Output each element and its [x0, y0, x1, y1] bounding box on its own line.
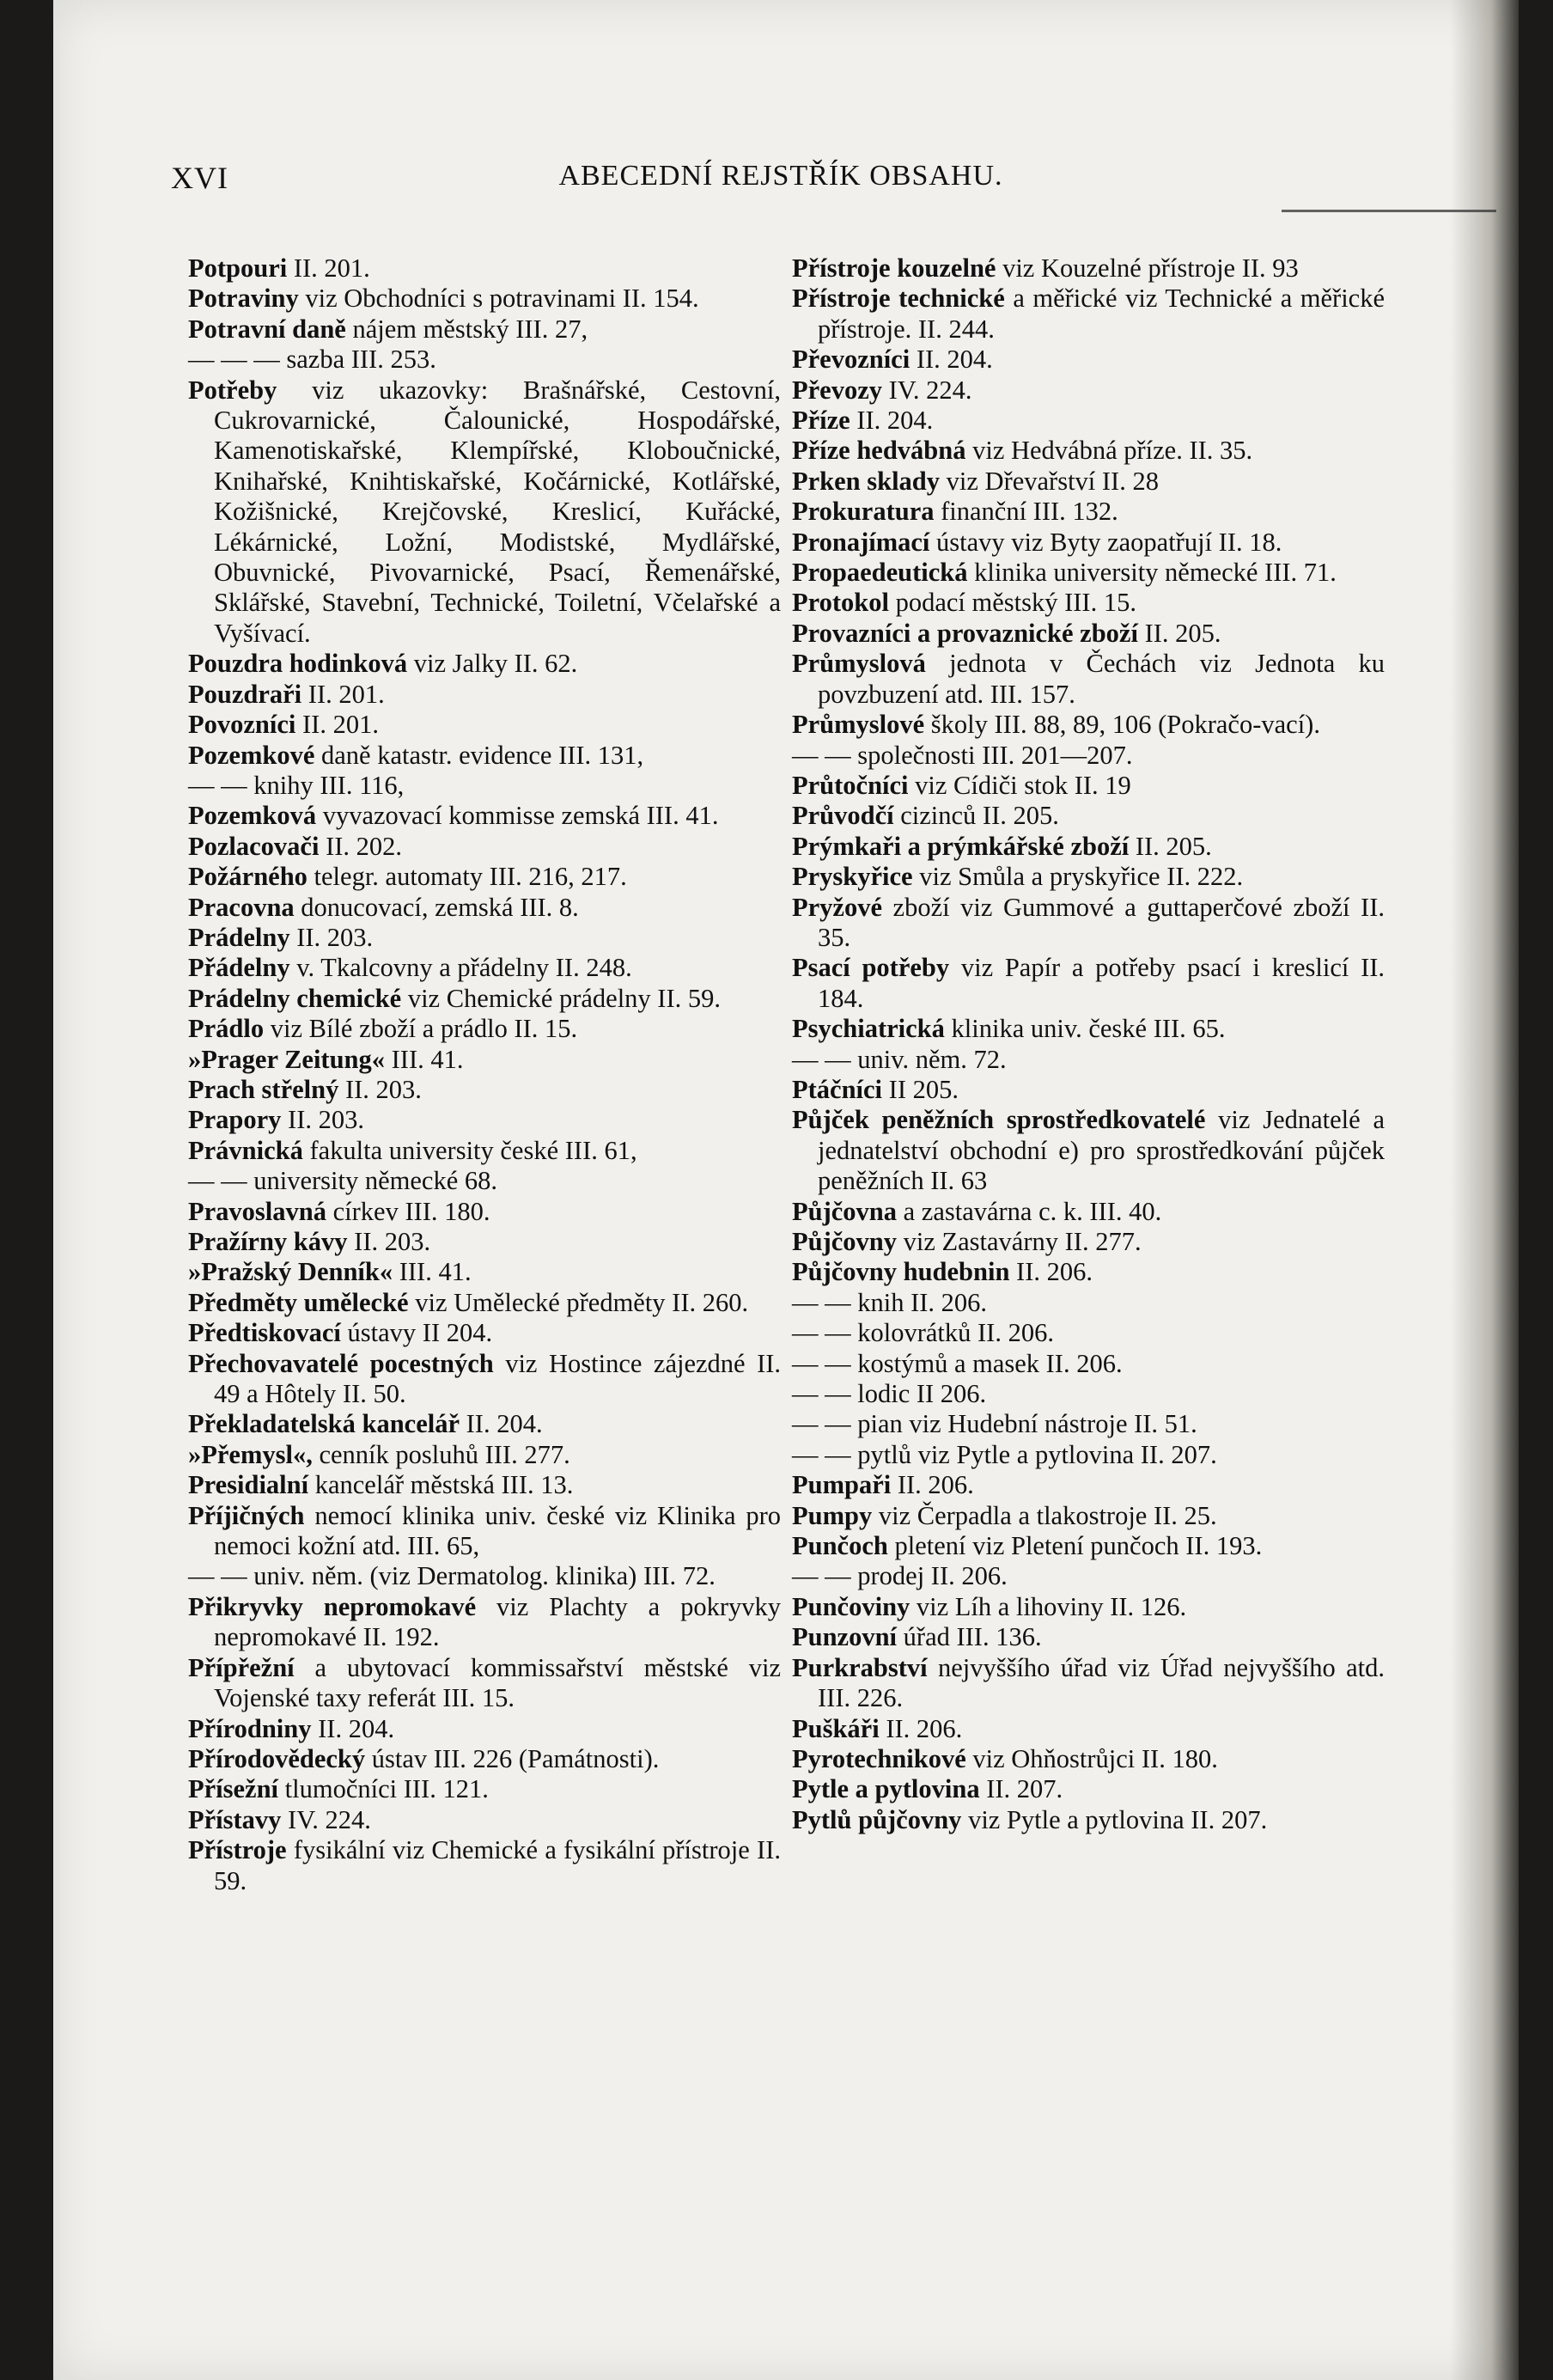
entry-heading: Punčoch	[792, 1531, 888, 1561]
entry-heading: Přikryvky nepromokavé	[188, 1591, 477, 1621]
index-entry	[188, 1014, 781, 1044]
entry-text: úřad III. 136.	[897, 1622, 1042, 1652]
entry-text: a zastavárna c. k. III. 40.	[897, 1196, 1162, 1226]
entry-heading: »Přemysl«,	[188, 1439, 313, 1469]
index-column-left	[188, 253, 781, 1896]
entry-heading: Průtočníci	[792, 770, 909, 800]
index-entry	[792, 832, 1385, 862]
entry-text: nemocí klinika univ. české viz Klinika pro nemoci kožní atd. III. 65,	[214, 1500, 781, 1561]
entry-heading: Příze	[792, 406, 850, 436]
entry-heading: »Prager Zeitung«	[188, 1044, 386, 1074]
entry-heading: Převozy	[792, 375, 882, 405]
index-entry	[792, 406, 1385, 436]
entry-heading: Pražírny kávy	[188, 1227, 348, 1256]
entry-heading: Předměty umělecké	[188, 1287, 409, 1317]
entry-text: viz Hedvábná příze. II. 35.	[965, 436, 1253, 466]
entry-heading: Půjčovna	[792, 1196, 897, 1226]
entry-heading: Pronajímací	[792, 527, 930, 557]
index-entry	[792, 558, 1385, 588]
index-entry	[792, 1257, 1385, 1287]
index-entry	[188, 1166, 781, 1196]
index-entry	[792, 467, 1385, 497]
entry-text: — — společnosti III. 201—207.	[792, 740, 1133, 770]
entry-text: II. 205.	[1129, 831, 1212, 861]
index-entry	[792, 1714, 1385, 1744]
index-entry	[188, 1561, 781, 1591]
entry-heading: Pouzdra hodinková	[188, 649, 408, 679]
entry-text: III. 41.	[393, 1257, 472, 1287]
index-entry	[792, 1318, 1385, 1348]
entry-text: fysikální viz Chemické a fysikální přístroje II. 59.	[214, 1835, 781, 1895]
index-entry	[188, 893, 781, 923]
entry-heading: Presidialní	[188, 1470, 309, 1500]
entry-text: viz Líh a lihoviny II. 126.	[910, 1591, 1187, 1621]
entry-text: II 205.	[882, 1074, 959, 1104]
entry-heading: Psychiatrická	[792, 1014, 945, 1044]
index-entry	[188, 1197, 781, 1227]
index-column-right	[792, 253, 1385, 1835]
entry-heading: Přístavy	[188, 1804, 282, 1834]
entry-heading: Potravní daně	[188, 314, 346, 344]
entry-text: II. 203.	[289, 922, 374, 952]
page-spine-shadow	[1450, 0, 1519, 2380]
entry-text: — — prodej II. 206.	[792, 1561, 1008, 1591]
index-entry	[792, 801, 1385, 831]
index-entry	[188, 953, 781, 983]
entry-text: viz Jednatelé a jednatelství obchodní e) pro sprostředkování půjček peněžních II. 63	[818, 1105, 1386, 1196]
entry-heading: Přístroje kouzelné	[792, 253, 996, 283]
page-title: ABECEDNÍ REJSTŘÍK OBSAHU.	[558, 160, 1003, 192]
entry-text: IV. 224.	[281, 1804, 371, 1834]
index-entry	[792, 1774, 1385, 1804]
index-entry	[792, 375, 1385, 406]
entry-heading: Pumpy	[792, 1500, 873, 1530]
entry-text: II. 204.	[910, 345, 993, 375]
entry-text: — — univ. něm. 72.	[792, 1044, 1007, 1074]
index-entry	[792, 1045, 1385, 1075]
entry-text: II. 207.	[979, 1774, 1063, 1804]
entry-text: viz Chemické prádelny II. 59.	[401, 983, 721, 1013]
entry-text: viz Kouzelné přístroje II. 93	[996, 253, 1299, 283]
entry-heading: Potpouri	[188, 253, 288, 283]
entry-heading: »Pražský Denník«	[188, 1257, 393, 1287]
index-entry	[188, 1136, 781, 1166]
index-entry	[792, 1288, 1385, 1318]
entry-heading: Propaedeutická	[792, 558, 968, 588]
entry-text: telegr. automaty III. 216, 217.	[307, 862, 627, 892]
index-entry	[792, 1014, 1385, 1044]
entry-text: IV. 224.	[882, 375, 972, 405]
entry-heading: Příjičných	[188, 1500, 305, 1530]
entry-text: v. Tkalcovny a přádelny II. 248.	[289, 953, 632, 983]
index-entry	[188, 314, 781, 345]
entry-heading: Průmyslové	[792, 710, 925, 740]
entry-heading: Pumpaři	[792, 1470, 892, 1500]
index-entry	[792, 1379, 1385, 1409]
entry-text: II. 201.	[287, 253, 370, 283]
entry-heading: Puškáři	[792, 1713, 880, 1743]
entry-heading: Pryskyřice	[792, 862, 913, 892]
entry-heading: Půjček peněžních sprostředkovatelé	[792, 1105, 1206, 1135]
entry-text: klinika university německé III. 71.	[967, 558, 1337, 588]
index-entry	[792, 953, 1385, 1014]
index-entry	[792, 436, 1385, 466]
entry-text: a ubytovací kommissařství městské viz Vojenské taxy referát III. 15.	[214, 1652, 781, 1713]
entry-text: II. 204.	[460, 1409, 543, 1439]
index-entry	[188, 1349, 781, 1410]
entry-heading: Pozemková	[188, 801, 317, 831]
entry-text: viz Smůla a pryskyřice II. 222.	[912, 862, 1244, 892]
entry-text: kancelář městská III. 13.	[308, 1470, 574, 1500]
entry-text: viz Papír a potřeby psací i kreslicí II. 184.	[818, 953, 1386, 1013]
entry-text: a měřické viz Technické a měřické přístroje. II. 244.	[818, 284, 1385, 344]
entry-heading: Prádlo	[188, 1014, 265, 1044]
index-entry	[188, 1227, 781, 1257]
entry-text: II. 202.	[319, 831, 403, 861]
index-entry	[792, 710, 1385, 740]
entry-text: — — — sazba III. 253.	[188, 345, 436, 375]
entry-text: — — university německé 68.	[188, 1166, 497, 1196]
entry-heading: Potřeby	[188, 375, 277, 405]
entry-heading: Požárného	[188, 862, 308, 892]
entry-text: viz Obchodníci s potravinami II. 154.	[298, 284, 699, 314]
entry-text: viz Cídiči stok II. 19	[908, 770, 1131, 800]
entry-text: nejvyššího úřad viz Úřad nejvyššího atd. III. 226.	[818, 1652, 1385, 1713]
index-entry	[188, 1105, 781, 1135]
entry-text: II. 205.	[1137, 618, 1221, 648]
entry-text: ústav III. 226 (Památnosti).	[365, 1743, 660, 1773]
index-entry	[792, 528, 1385, 558]
index-entry	[188, 680, 781, 710]
entry-text: cenník posluhů III. 277.	[312, 1439, 570, 1469]
index-entry	[188, 1288, 781, 1318]
index-entry	[792, 619, 1385, 649]
entry-text: tlumočníci III. 121.	[278, 1774, 489, 1804]
index-entry	[792, 1653, 1385, 1714]
index-entry	[188, 345, 781, 375]
index-entry	[188, 771, 781, 801]
entry-text: viz Umělecké předměty II. 260.	[408, 1287, 749, 1317]
entry-heading: Překladatelská kancelář	[188, 1409, 460, 1439]
entry-text: pletení viz Pletení punčoch II. 193.	[887, 1531, 1263, 1561]
entry-text: — — lodic II 206.	[792, 1379, 987, 1409]
index-entry	[188, 1592, 781, 1653]
entry-heading: Prken sklady	[792, 466, 941, 496]
entry-text: daně katastr. evidence III. 131,	[314, 740, 644, 770]
entry-heading: Pozlacovači	[188, 831, 320, 861]
entry-text: — — kolovrátků II. 206.	[792, 1318, 1054, 1348]
entry-heading: Pytle a pytlovina	[792, 1774, 980, 1804]
entry-heading: Průmyslová	[792, 649, 926, 679]
index-entry	[792, 1744, 1385, 1774]
index-entry	[792, 1349, 1385, 1379]
entry-heading: Přípřežní	[188, 1652, 295, 1682]
entry-heading: Punčoviny	[792, 1591, 910, 1621]
entry-text: viz Pytle a pytlovina II. 207.	[961, 1804, 1268, 1834]
index-entry	[792, 497, 1385, 527]
entry-heading: Pytlů půjčovny	[792, 1804, 962, 1834]
entry-heading: Psací potřeby	[792, 953, 950, 983]
entry-text: II. 203.	[338, 1074, 422, 1104]
entry-text: — — pytlů viz Pytle a pytlovina II. 207.	[792, 1439, 1217, 1469]
entry-text: II. 204.	[850, 406, 934, 436]
entry-heading: Prapory	[188, 1105, 282, 1135]
index-entry	[792, 1197, 1385, 1227]
index-entry	[188, 1774, 781, 1804]
entry-heading: Předtiskovací	[188, 1318, 341, 1348]
entry-text: viz ukazovky: Brašnářské, Cestovní, Cukrovarnické, Čalounické, Hospodářské, Kamenotiskařské, Klempířské, Kloboučnické, Knihařské, Knihtiskařské, Kočárnické, Kotlářské, Kožišnické, Krejčovské, Kreslicí, Kuřácké, Lékárnické, Ložní, Modistské, Mydlářské, Obuvnické, Pivovarnické, Psací, Řemenářské, Sklářské, Stavební, Technické, Toiletní, Včelařské a Vyšívací.	[214, 375, 781, 648]
entry-text: II. 204.	[311, 1713, 395, 1743]
index-entry	[792, 1592, 1385, 1622]
entry-heading: Převozníci	[792, 345, 910, 375]
index-entry	[792, 345, 1385, 375]
entry-text: viz Čerpadla a tlakostroje II. 25.	[872, 1500, 1217, 1530]
entry-text: vyvazovací kommisse zemská III. 41.	[316, 801, 719, 831]
index-entry	[792, 1501, 1385, 1531]
entry-text: II. 203.	[281, 1105, 364, 1135]
index-entry	[188, 1714, 781, 1744]
entry-text: viz Plachty a pokryvky nepromokavé II. 192.	[214, 1591, 781, 1652]
entry-text: cizinců II. 205.	[893, 801, 1059, 831]
index-entry	[188, 1805, 781, 1835]
entry-text: podací městský III. 15.	[888, 588, 1136, 618]
entry-heading: Pravoslavná	[188, 1196, 326, 1226]
entry-heading: Přísežní	[188, 1774, 279, 1804]
entry-heading: Půjčovny hudebnin	[792, 1257, 1010, 1287]
entry-text: donucovací, zemská III. 8.	[294, 892, 579, 922]
entry-text: viz Bílé zboží a prádlo II. 15.	[264, 1014, 578, 1044]
entry-text: viz Ohňostrůjci II. 180.	[965, 1743, 1218, 1773]
index-entry	[188, 1318, 781, 1348]
index-entry	[188, 1835, 781, 1896]
entry-text: II. 206.	[1009, 1257, 1093, 1287]
entry-text: viz Jalky II. 62.	[407, 649, 578, 679]
index-entry	[188, 1501, 781, 1562]
index-entry	[188, 832, 781, 862]
entry-heading: Prýmkaři a prýmkářské zboží	[792, 831, 1130, 861]
index-entry	[188, 375, 781, 650]
entry-heading: Přechovavatelé pocestných	[188, 1348, 494, 1378]
entry-text: — — knih II. 206.	[792, 1287, 988, 1317]
entry-heading: Potraviny	[188, 284, 299, 314]
index-entry	[188, 923, 781, 953]
entry-text: finanční III. 132.	[934, 497, 1118, 527]
entry-heading: Přístroje technické	[792, 284, 1005, 314]
index-entry	[792, 1622, 1385, 1652]
entry-heading: Příze hedvábná	[792, 436, 966, 466]
entry-heading: Purkrabství	[792, 1652, 928, 1682]
entry-heading: Prach střelný	[188, 1074, 339, 1104]
index-entry	[792, 1470, 1385, 1500]
entry-heading: Přírodovědecký	[188, 1743, 366, 1773]
index-entry	[792, 253, 1385, 284]
entry-text: viz Zastavárny II. 277.	[897, 1227, 1142, 1256]
entry-text: — — univ. něm. (viz Dermatolog. klinika) III. 72.	[188, 1561, 716, 1591]
entry-text: II. 206.	[891, 1470, 974, 1500]
entry-heading: Ptáčníci	[792, 1074, 883, 1104]
entry-heading: Povozníci	[188, 710, 296, 740]
index-entry	[188, 801, 781, 831]
entry-text: II. 201.	[301, 679, 385, 709]
entry-heading: Přírodniny	[188, 1713, 312, 1743]
entry-text: II. 201.	[295, 710, 379, 740]
entry-text: — — kostýmů a masek II. 206.	[792, 1348, 1123, 1378]
entry-heading: Pozemkové	[188, 740, 315, 770]
entry-text: fakulta university české III. 61,	[302, 1135, 637, 1165]
book-page	[53, 0, 1519, 2380]
index-entry	[792, 1531, 1385, 1561]
index-entry	[792, 588, 1385, 618]
entry-text: zboží viz Gummové a guttaperčové zboží II. 35.	[818, 892, 1385, 952]
index-entry	[792, 862, 1385, 892]
index-entry	[792, 649, 1385, 710]
entry-text: III. 41.	[385, 1044, 464, 1074]
index-entry	[188, 1744, 781, 1774]
entry-heading: Prádelny	[188, 922, 290, 952]
index-entry	[188, 1440, 781, 1470]
index-entry	[792, 771, 1385, 801]
index-entry	[792, 1805, 1385, 1835]
entry-heading: Pyrotechnikové	[792, 1743, 966, 1773]
index-entry	[792, 1561, 1385, 1591]
index-entry	[792, 741, 1385, 771]
index-entry	[188, 284, 781, 314]
entry-heading: Pracovna	[188, 892, 295, 922]
index-entry	[792, 284, 1385, 345]
entry-text: jednota v Čechách viz Jednota ku povzbuzení atd. III. 157.	[818, 649, 1385, 709]
index-entry	[792, 1409, 1385, 1439]
entry-text: viz Hostince zájezdné II. 49 a Hôtely II. 50.	[214, 1348, 782, 1409]
index-entry	[188, 1653, 781, 1714]
entry-text: — — knihy III. 116,	[188, 770, 405, 800]
index-entry	[792, 1105, 1385, 1196]
index-entry	[188, 710, 781, 740]
index-entry	[792, 1075, 1385, 1105]
index-entry	[188, 1045, 781, 1075]
entry-text: církev III. 180.	[326, 1196, 490, 1226]
entry-heading: Pryžové	[792, 892, 882, 922]
entry-text: — — pian viz Hudební nástroje II. 51.	[792, 1409, 1197, 1439]
page-number: XVI	[171, 161, 228, 195]
entry-text: II. 203.	[347, 1227, 431, 1256]
entry-text: klinika univ. české III. 65.	[944, 1014, 1226, 1044]
index-entry	[188, 1257, 781, 1287]
entry-heading: Punzovní	[792, 1622, 898, 1652]
entry-text: ústavy viz Byty zaopatřují II. 18.	[929, 527, 1282, 557]
index-entry	[188, 1470, 781, 1500]
index-entry	[188, 649, 781, 679]
index-entry	[792, 1227, 1385, 1257]
index-entry	[188, 741, 781, 771]
entry-heading: Půjčovny	[792, 1227, 897, 1256]
index-entry	[792, 1440, 1385, 1470]
index-entry	[792, 893, 1385, 954]
entry-heading: Přádelny	[188, 953, 290, 983]
index-entry	[188, 862, 781, 892]
entry-heading: Průvodčí	[792, 801, 894, 831]
entry-text: II. 206.	[879, 1713, 963, 1743]
entry-heading: Provazníci a provaznické zboží	[792, 618, 1138, 648]
entry-heading: Prádelny chemické	[188, 983, 402, 1013]
entry-heading: Přístroje	[188, 1835, 287, 1865]
entry-text: viz Dřevařství II. 28	[940, 466, 1159, 496]
index-entry	[188, 253, 781, 284]
entry-text: nájem městský III. 27,	[345, 314, 588, 344]
entry-heading: Prokuratura	[792, 497, 935, 527]
index-entry	[188, 1409, 781, 1439]
entry-heading: Právnická	[188, 1135, 303, 1165]
index-entry	[188, 984, 781, 1014]
entry-text: školy III. 88, 89, 106 (Pokračo-vací).	[924, 710, 1320, 740]
header-rule	[1282, 210, 1496, 212]
entry-heading: Pouzdraři	[188, 679, 302, 709]
entry-text: ústavy II 204.	[340, 1318, 493, 1348]
page-header	[171, 160, 1391, 208]
entry-heading: Protokol	[792, 588, 889, 618]
index-entry	[188, 1075, 781, 1105]
